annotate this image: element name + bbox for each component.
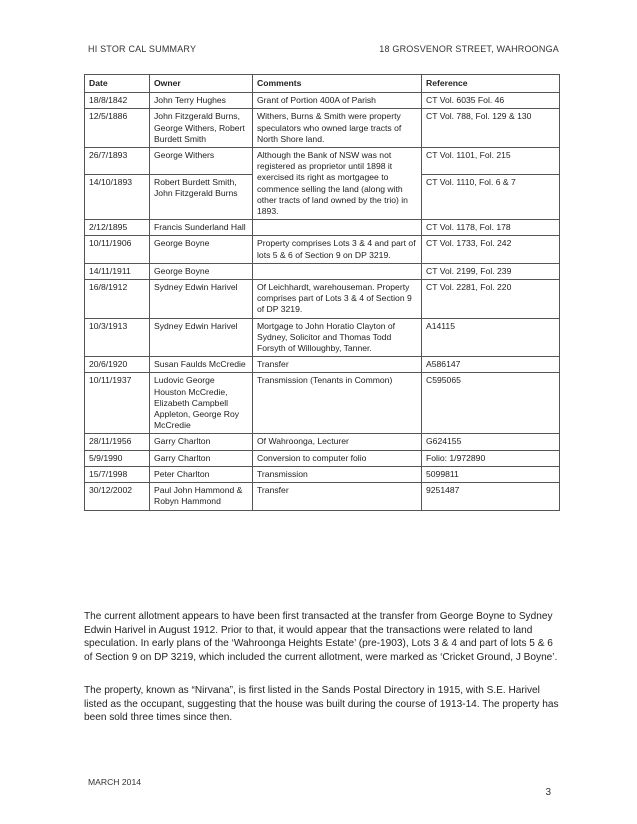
cell-owner: Garry Charlton (150, 434, 253, 450)
table-row (85, 109, 560, 148)
cell-comments: Although the Bank of NSW was not registered as proprietor until 1898 it exercised its right as mortgagee to commence selling the land (along with other tracts of land owned by the trio) in 1893. (253, 148, 422, 220)
cell-owner: Sydney Edwin Harivel (150, 318, 253, 357)
table-row (85, 450, 560, 466)
cell-comments: Property comprises Lots 3 & 4 and part of lots 5 & 6 of Section 9 on DP 3219. (253, 236, 422, 263)
cell-date: 10/3/1913 (85, 318, 150, 357)
cell-owner: Peter Charlton (150, 466, 253, 482)
cell-owner: Robert Burdett Smith, John Fitzgerald Burns (150, 174, 253, 219)
page-number: 3 (545, 787, 551, 798)
footer-date: MARCH 2014 (88, 777, 142, 787)
cell-owner: John Terry Hughes (150, 93, 253, 109)
cell-comments: Transfer (253, 483, 422, 510)
cell-date: 10/11/1937 (85, 373, 150, 434)
cell-date: 15/7/1998 (85, 466, 150, 482)
cell-reference: CT Vol. 1110, Fol. 6 & 7 (422, 174, 560, 219)
cell-date: 12/5/1886 (85, 109, 150, 148)
cell-owner: Sydney Edwin Harivel (150, 280, 253, 319)
cell-reference: C595065 (422, 373, 560, 434)
cell-comments: Mortgage to John Horatio Clayton of Sydney, Solicitor and Thomas Todd Forsyth of Willoughby, Tanner. (253, 318, 422, 357)
cell-reference: 9251487 (422, 483, 560, 510)
ownership-table (84, 74, 560, 511)
table-row (85, 373, 560, 434)
table-row (85, 148, 560, 175)
cell-date: 14/10/1893 (85, 174, 150, 219)
cell-date: 28/11/1956 (85, 434, 150, 450)
cell-date: 20/6/1920 (85, 357, 150, 373)
cell-date: 14/11/1911 (85, 263, 150, 279)
cell-comments: Grant of Portion 400A of Parish (253, 93, 422, 109)
cell-comments: Transfer (253, 357, 422, 373)
cell-owner: George Boyne (150, 263, 253, 279)
cell-reference: CT Vol. 2281, Fol. 220 (422, 280, 560, 319)
cell-owner: Paul John Hammond & Robyn Hammond (150, 483, 253, 510)
header-address: 18 GROSVENOR STREET, WAHROONGA (379, 44, 559, 54)
cell-date: 30/12/2002 (85, 483, 150, 510)
cell-owner: George Boyne (150, 236, 253, 263)
cell-comments: Of Leichhardt, warehouseman. Property comprises part of Lots 3 & 4 of Section 9 of DP 3219. (253, 280, 422, 319)
cell-comments: Withers, Burns & Smith were property speculators who owned large tracts of North Shore land. (253, 109, 422, 148)
column-header-owner: Owner (150, 75, 253, 93)
table-row (85, 318, 560, 357)
cell-owner: Ludovic George Houston McCredie, Elizabeth Campbell Appleton, George Roy McCredie (150, 373, 253, 434)
cell-owner: Susan Faulds McCredie (150, 357, 253, 373)
cell-date: 16/8/1912 (85, 280, 150, 319)
table-row (85, 280, 560, 319)
cell-reference: G624155 (422, 434, 560, 450)
cell-owner: Garry Charlton (150, 450, 253, 466)
cell-comments (253, 220, 422, 236)
table-header-row (85, 75, 560, 93)
cell-reference: CT Vol. 788, Fol. 129 & 130 (422, 109, 560, 148)
cell-reference: A14115 (422, 318, 560, 357)
table-row (85, 220, 560, 236)
cell-reference: 5099811 (422, 466, 560, 482)
cell-reference: CT Vol. 6035 Fol. 46 (422, 93, 560, 109)
cell-owner: Francis Sunderland Hall (150, 220, 253, 236)
cell-comments: Transmission (Tenants in Common) (253, 373, 422, 434)
column-header-date: Date (85, 75, 150, 93)
summary-paragraph-allotment: The current allotment appears to have been first transacted at the transfer from George Boyne to Sydney Edwin Harivel in August 1912. Prior to that, it would appear that the transactions were related to land speculation. In early plans of the ‘Wahroonga Heights Estate’ (pre-1903), Lots 3 & 4 and part of lots 5 & 6 of Section 9 on DP 3219, which included the current allotment, were marked as ‘Cricket Ground, J Boyne’. (84, 611, 558, 663)
column-header-reference: Reference (422, 75, 560, 93)
cell-owner: George Withers (150, 148, 253, 175)
cell-date: 18/8/1842 (85, 93, 150, 109)
table-row (85, 93, 560, 109)
summary-paragraph-property: The property, known as “Nirvana”, is first listed in the Sands Postal Directory in 1915, with S.E. Harivel listed as the occupant, suggesting that the house was built during the course of 1913-14. The property has been sold three times since then. (84, 685, 559, 724)
cell-comments: Transmission (253, 466, 422, 482)
cell-reference: A586147 (422, 357, 560, 373)
table-row (85, 434, 560, 450)
cell-reference: Folio: 1/972890 (422, 450, 560, 466)
header-title: HI STOR CAL SUMMARY (88, 44, 197, 54)
cell-date: 5/9/1990 (85, 450, 150, 466)
cell-comments: Of Wahroonga, Lecturer (253, 434, 422, 450)
table-row (85, 483, 560, 510)
table-row (85, 466, 560, 482)
table-row (85, 236, 560, 263)
cell-reference: CT Vol. 2199, Fol. 239 (422, 263, 560, 279)
cell-date: 10/11/1906 (85, 236, 150, 263)
column-header-comments: Comments (253, 75, 422, 93)
cell-date: 2/12/1895 (85, 220, 150, 236)
cell-reference: CT Vol. 1101, Fol. 215 (422, 148, 560, 175)
cell-reference: CT Vol. 1178, Fol. 178 (422, 220, 560, 236)
cell-owner: John Fitzgerald Burns, George Withers, Robert Burdett Smith (150, 109, 253, 148)
cell-comments (253, 263, 422, 279)
table-row (85, 263, 560, 279)
cell-reference: CT Vol. 1733, Fol. 242 (422, 236, 560, 263)
table-row (85, 357, 560, 373)
cell-date: 26/7/1893 (85, 148, 150, 175)
cell-comments: Conversion to computer folio (253, 450, 422, 466)
